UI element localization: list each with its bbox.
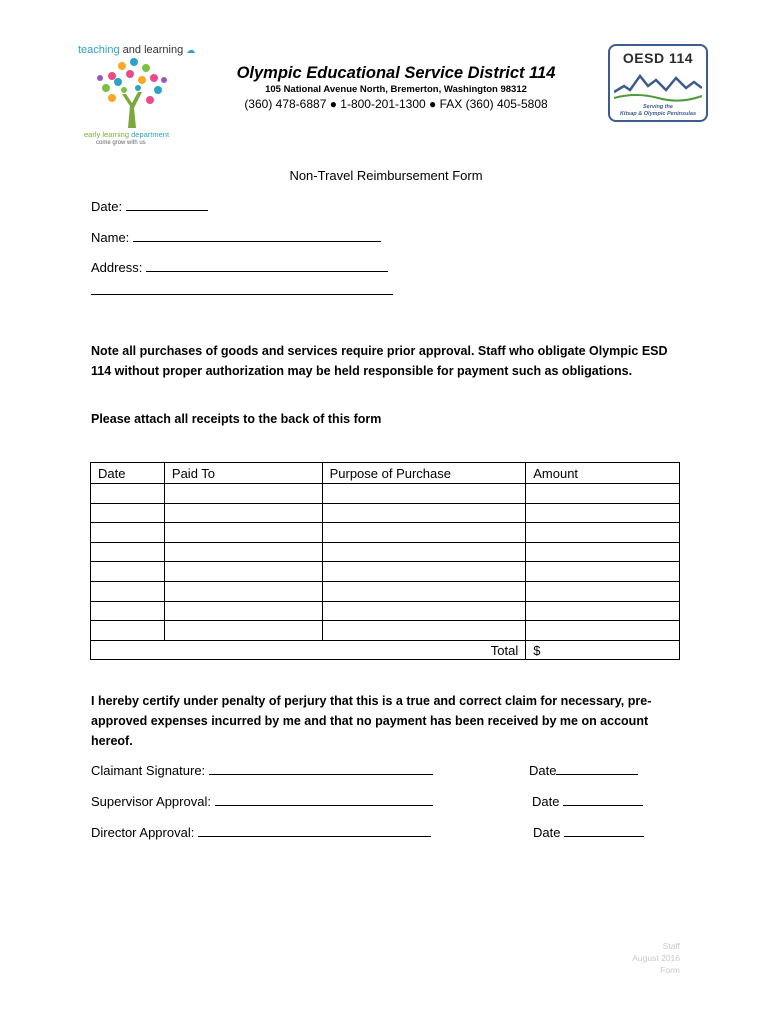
cell-amount[interactable] <box>526 562 680 582</box>
logo-wordmark <box>78 44 195 56</box>
total-row <box>91 640 680 660</box>
hand-tree-icon <box>92 56 172 130</box>
cell-purpose[interactable] <box>322 503 526 523</box>
oesd-logo-name: OESD 114 <box>622 50 694 66</box>
table-row <box>91 581 680 601</box>
table-row <box>91 503 680 523</box>
cell-purpose[interactable] <box>322 601 526 621</box>
org-name: Olympic Educational Service District 114 <box>236 64 556 82</box>
attach-receipts-note: Please attach all receipts to the back of this form <box>91 412 382 426</box>
cloud-icon: ☁ <box>186 45 196 55</box>
cell-paid-to[interactable] <box>164 542 322 562</box>
cell-paid-to[interactable] <box>164 523 322 543</box>
table-row <box>91 484 680 504</box>
supervisor-approval-label: Supervisor Approval: <box>91 794 211 809</box>
oesd-logo <box>608 44 708 122</box>
footer-form-info <box>600 940 680 976</box>
cell-date[interactable] <box>91 542 165 562</box>
total-row-empty <box>91 640 165 660</box>
claimant-signature-label: Claimant Signature: <box>91 763 206 778</box>
column-header-amount: Amount <box>526 463 680 484</box>
cell-paid-to[interactable] <box>164 601 322 621</box>
cell-purpose[interactable] <box>322 562 526 582</box>
footer-line-staff: Staff <box>662 941 680 951</box>
date-blank[interactable] <box>126 199 208 211</box>
footer-line-date: August 2016 <box>632 953 680 963</box>
table-row <box>91 523 680 543</box>
cell-amount[interactable] <box>526 601 680 621</box>
form-title: Non-Travel Reimbursement Form <box>289 168 483 183</box>
org-phone-line: (360) 478-6887 ● 1-800-201-1300 ● FAX (360) 405-5808 <box>244 97 548 111</box>
cell-paid-to[interactable] <box>164 581 322 601</box>
table-row <box>91 562 680 582</box>
name-label: Name: <box>91 230 130 245</box>
cell-amount[interactable] <box>526 542 680 562</box>
cell-date[interactable] <box>91 484 165 504</box>
supervisor-date-blank[interactable] <box>563 794 643 806</box>
cell-amount[interactable] <box>526 484 680 504</box>
certification-statement: I hereby certify under penalty of perjury that this is a true and correct claim for necessary, pre-approved expenses incurred by me and that no payment has been received by me on account hereof. <box>91 694 652 748</box>
claimant-date-field[interactable] <box>529 763 638 778</box>
column-header-paid-to: Paid To <box>164 463 322 484</box>
name-blank[interactable] <box>133 230 381 242</box>
logo-tagline: come grow with us <box>96 140 146 146</box>
address-blank-line-2[interactable] <box>91 294 393 295</box>
address-blank[interactable] <box>146 260 388 272</box>
cell-amount[interactable] <box>526 523 680 543</box>
cell-purpose[interactable] <box>322 484 526 504</box>
claimant-date-label: Date <box>529 763 557 778</box>
cell-paid-to[interactable] <box>164 484 322 504</box>
cell-paid-to[interactable] <box>164 503 322 523</box>
cell-paid-to[interactable] <box>164 621 322 641</box>
director-approval-label: Director Approval: <box>91 825 195 840</box>
address-label: Address: <box>91 260 143 275</box>
total-label: Total <box>322 640 526 660</box>
claimant-signature-blank[interactable] <box>209 763 433 775</box>
director-date-label: Date <box>533 825 561 840</box>
table-row <box>91 621 680 641</box>
director-date-field[interactable] <box>533 825 644 840</box>
supervisor-date-label: Date <box>532 794 560 809</box>
cell-date[interactable] <box>91 562 165 582</box>
cell-amount[interactable] <box>526 621 680 641</box>
cell-purpose[interactable] <box>322 581 526 601</box>
director-approval-blank[interactable] <box>198 825 431 837</box>
cell-amount[interactable] <box>526 581 680 601</box>
approval-note: Note all purchases of goods and services require prior approval. Staff who obligate Olympic ESD 114 without proper authorization may be held responsible for payment such as obligations. <box>91 344 668 378</box>
date-field[interactable] <box>91 199 208 214</box>
footer-line-form: Form <box>660 965 680 975</box>
cell-date[interactable] <box>91 581 165 601</box>
logo-word-teaching: teaching <box>78 44 120 56</box>
logo-department-text: early learning department <box>84 130 170 139</box>
date-label: Date: <box>91 199 123 214</box>
supervisor-approval-field[interactable] <box>91 794 433 809</box>
cell-purpose[interactable] <box>322 542 526 562</box>
director-date-blank[interactable] <box>564 825 644 837</box>
cell-purpose[interactable] <box>322 621 526 641</box>
purchases-table <box>90 462 680 660</box>
column-header-date: Date <box>91 463 165 484</box>
org-address: 105 National Avenue North, Bremerton, Washington 98312 <box>265 84 527 95</box>
cell-date[interactable] <box>91 621 165 641</box>
mountain-icon <box>614 68 702 102</box>
address-field[interactable] <box>91 260 388 275</box>
logo-word-learning: and learning <box>122 44 184 56</box>
cell-amount[interactable] <box>526 503 680 523</box>
column-header-purpose: Purpose of Purchase <box>322 463 526 484</box>
cell-date[interactable] <box>91 601 165 621</box>
name-field[interactable] <box>91 230 381 245</box>
total-row-empty <box>164 640 322 660</box>
cell-date[interactable] <box>91 523 165 543</box>
claimant-signature-field[interactable] <box>91 763 433 778</box>
cell-purpose[interactable] <box>322 523 526 543</box>
director-approval-field[interactable] <box>91 825 431 840</box>
table-row <box>91 542 680 562</box>
table-row <box>91 601 680 621</box>
cell-paid-to[interactable] <box>164 562 322 582</box>
total-amount[interactable]: $ <box>526 640 680 660</box>
supervisor-date-field[interactable] <box>532 794 643 809</box>
teaching-and-learning-logo <box>78 42 196 150</box>
cell-date[interactable] <box>91 503 165 523</box>
oesd-logo-tagline: Serving the Kitsap & Olympic Peninsulas <box>619 104 697 117</box>
claimant-date-blank[interactable] <box>556 763 638 775</box>
supervisor-approval-blank[interactable] <box>215 794 433 806</box>
table-header-row <box>91 463 680 484</box>
